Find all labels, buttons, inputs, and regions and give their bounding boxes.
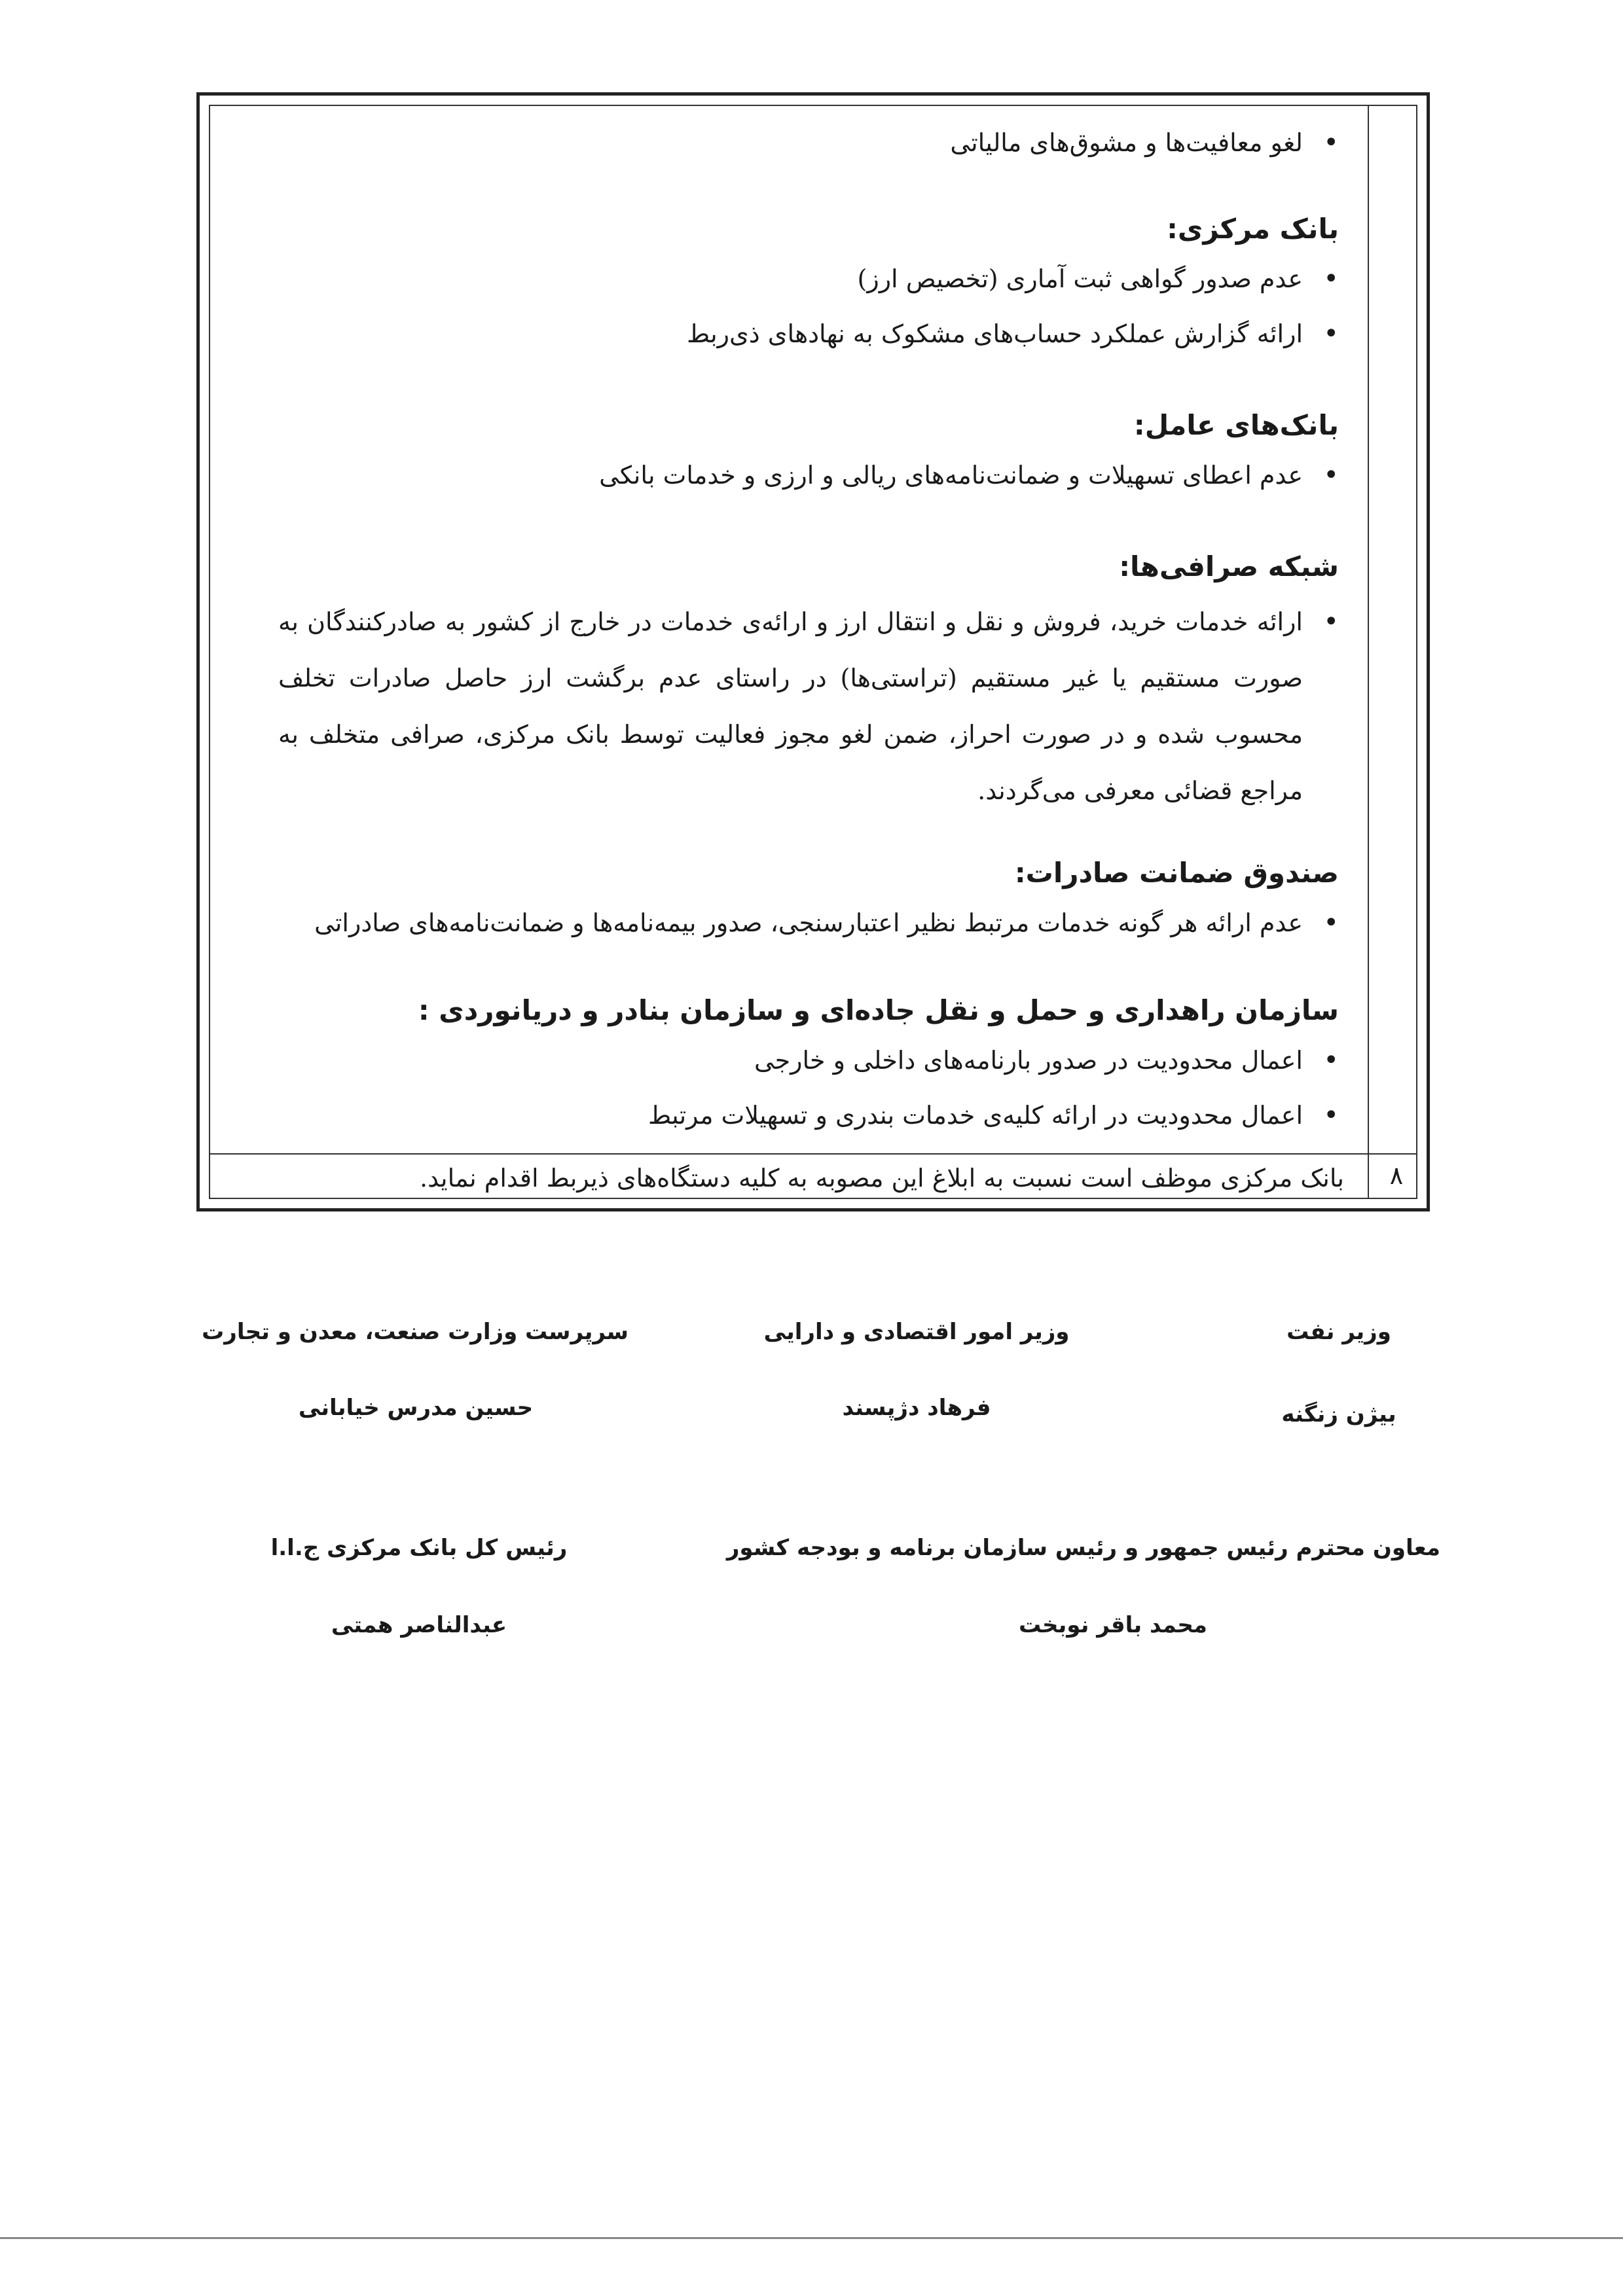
heading-road-ports: سازمان راهداری و حمل و نقل جاده‌ای و سازمان بنادر و دریانوردی : — [418, 994, 1339, 1026]
bullet-tax-exemptions: • لغو معافیت‌ها و مشوق‌های مالیاتی — [357, 126, 1339, 160]
signature-title-vice-president: معاون محترم رئیس جمهور و رئیس سازمان برنامه و بودجه کشور — [726, 1535, 1440, 1561]
signature-title-economy-minister: وزیر امور اقتصادی و دارایی — [763, 1319, 1070, 1345]
heading-agent-banks: بانک‌های عامل: — [1133, 409, 1339, 441]
heading-exchange-network: شبکه صرافی‌ها: — [1119, 550, 1339, 583]
bullet-export-guarantee-1: • عدم ارائه هر گونه خدمات مرتبط نظیر اعتبارسنجی، صدور بیمه‌نامه‌ها و ضمانت‌نامه‌های صادراتی — [278, 906, 1339, 940]
row-divider — [210, 1153, 1416, 1155]
heading-central-bank: بانک مرکزی: — [1167, 213, 1339, 245]
bullet-road-ports-1: • اعمال محدودیت در صدور بارنامه‌های داخلی و خارجی — [357, 1043, 1339, 1077]
signature-title-oil-minister: وزیر نفت — [1286, 1319, 1391, 1345]
signature-name-oil-minister: بیژن زنگنه — [1281, 1401, 1396, 1427]
bullet-road-ports-2: • اعمال محدودیت در ارائه کلیه‌ی خدمات بندری و تسهیلات مرتبط — [357, 1098, 1339, 1132]
row-number-8: ۸ — [1389, 1161, 1404, 1190]
number-column-divider — [1368, 106, 1369, 1198]
bullet-central-bank-1: • عدم صدور گواهی ثبت آماری (تخصیص ارز) — [357, 262, 1339, 296]
signature-name-industry-minister: حسین مدرس خیابانی — [298, 1395, 534, 1421]
row8-text: بانک مرکزی موظف است نسبت به ابلاغ این مصوبه به کلیه دستگاه‌های ذیربط اقدام نماید. — [420, 1164, 1344, 1193]
table-frame — [196, 92, 1430, 1211]
scan-bottom-edge — [0, 2237, 1623, 2239]
signature-name-economy-minister: فرهاد دژپسند — [842, 1395, 991, 1421]
heading-export-guarantee-fund: صندوق ضمانت صادرات: — [1014, 857, 1339, 889]
signature-name-vice-president: محمد باقر نوبخت — [1019, 1612, 1207, 1638]
table-inner-border — [209, 105, 1417, 1199]
signature-name-central-bank-governor: عبدالناصر همتی — [331, 1612, 507, 1638]
signature-title-industry-minister: سرپرست وزارت صنعت، معدن و تجارت — [202, 1319, 629, 1345]
paragraph-exchange-network: • ارائه خدمات خرید، فروش و نقل و انتقال ارز و ارائه‌ی خدمات در خارج از کشور به صادرکنندگان به صورت مستقیم یا غیر مستقیم (تراستی‌ها) در راستای عدم برگشت ارز حاصل صادرات تخلف محسوب شده و در صورت احراز، ضمن لغو مجوز فعالیت توسط بانک مرکزی، صرافی متخلف به مراجع قضائی معرفی می‌گردند. — [278, 594, 1339, 819]
bullet-agent-banks-1: • عدم اعطای تسهیلات و ضمانت‌نامه‌های ریالی و ارزی و خدمات بانکی — [357, 458, 1339, 492]
bullet-central-bank-2: • ارائه گزارش عملکرد حساب‌های مشکوک به نهادهای ذی‌ربط — [357, 317, 1339, 351]
signature-title-central-bank-governor: رئیس کل بانک مرکزی ج.ا.ا — [270, 1535, 568, 1561]
